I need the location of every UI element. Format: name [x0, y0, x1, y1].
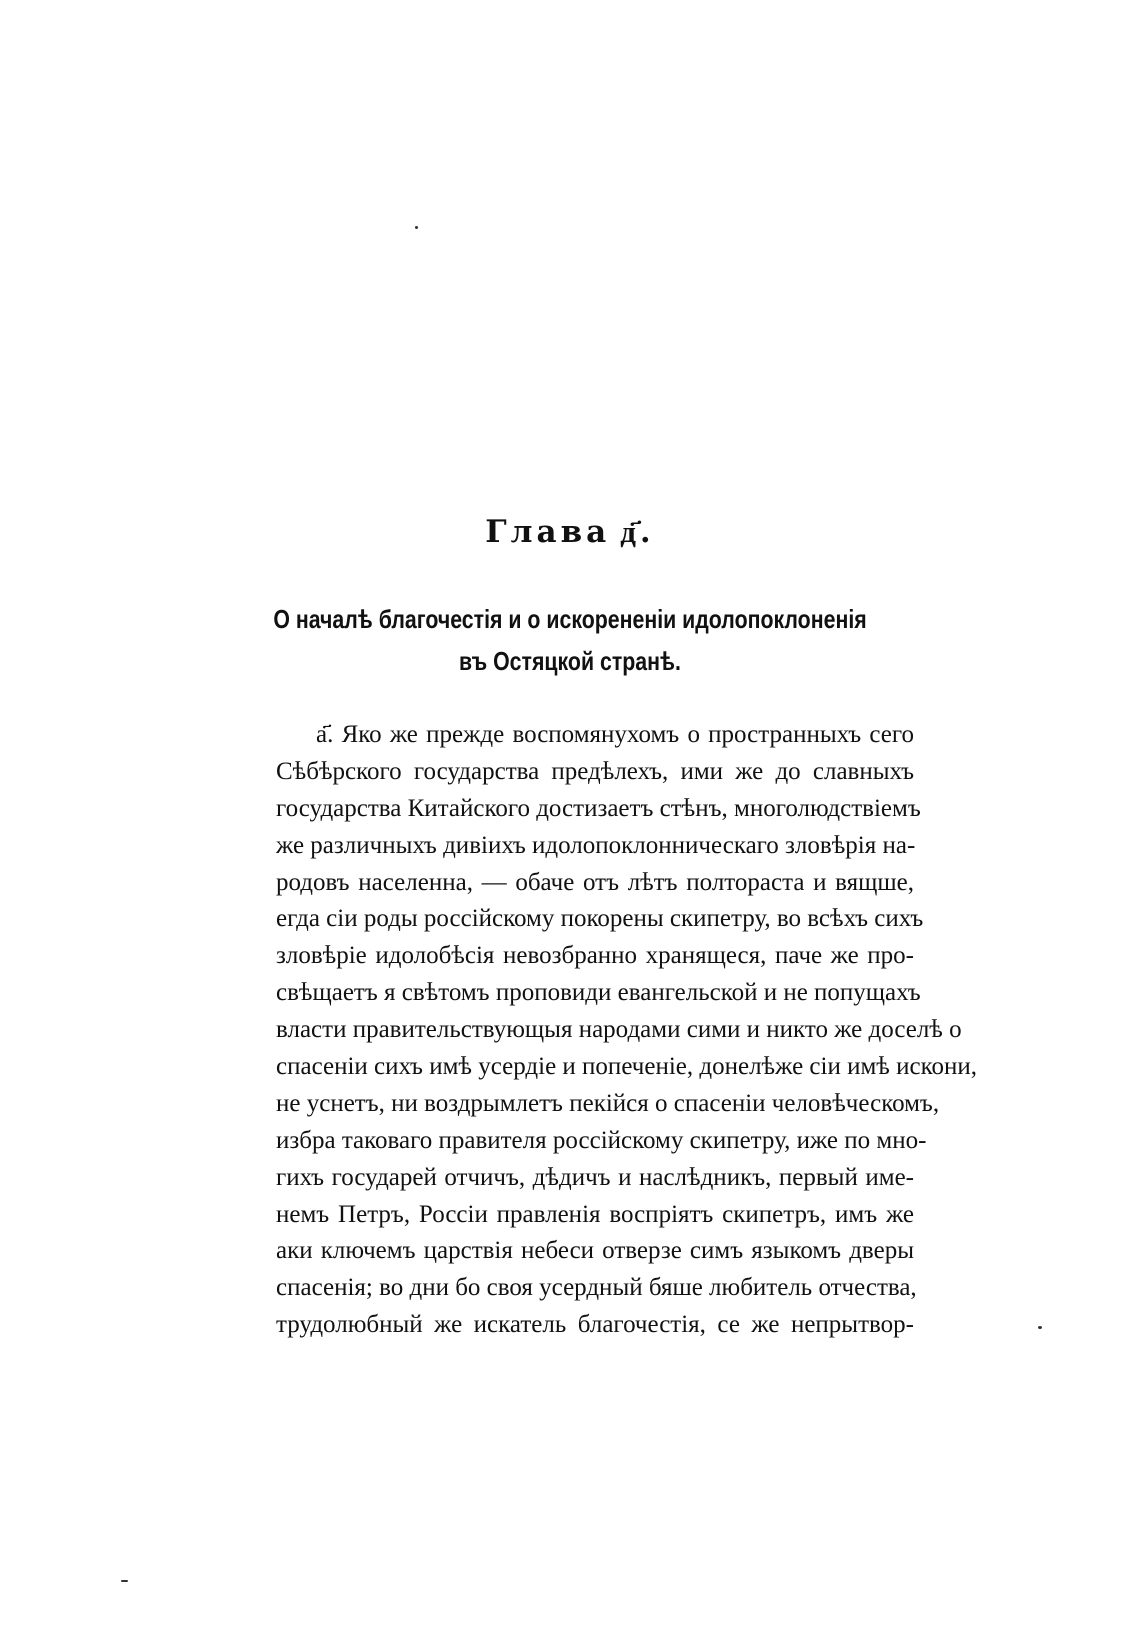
text-line: зловѣріе идолобѣсія невозбранно хранящеся, паче же про- [276, 942, 914, 970]
text-line: Сѣбѣрского государства предѣлехъ, ими же до славныхъ [276, 757, 914, 785]
text-line: не уснетъ, ни воздрымлетъ пекійся о спасеніи человѣческомъ, [276, 1089, 940, 1117]
text-line: же различныхъ дивіихъ идолопоклонническаго зловѣрія на- [276, 831, 916, 859]
text-line: трудолюбный же искатель благочестія, се же непрытвор- [276, 1311, 914, 1339]
chapter-title-line-2: въ Остяцкой странѣ. [459, 646, 681, 676]
scan-speck [121, 1580, 128, 1582]
text-line: избра таковаго правителя россійскому скипетру, иже по мно- [276, 1126, 927, 1154]
chapter-number: д҃. [620, 514, 655, 550]
text-line: свѣщаетъ я свѣтомъ проповиди евангельской и не попущахъ [276, 979, 921, 1007]
text-line: государства Китайского достизаетъ стѣнъ, многолюдствіемъ [276, 794, 921, 822]
body-paragraph [276, 717, 977, 1344]
chapter-label: Глава [485, 514, 611, 550]
scan-speck [415, 226, 418, 229]
scan-speck [1038, 1326, 1042, 1329]
text-line: родовъ населенна, — обаче отъ лѣтъ полтораста и вящше, [276, 868, 914, 896]
chapter-heading [0, 512, 1140, 552]
text-line: власти правительствующыя народами сими и никто же доселѣ о [276, 1016, 962, 1044]
text-line: гихъ государей отчичъ, дѣдичъ и наслѣдникъ, первый име- [276, 1163, 914, 1191]
text-line: немъ Петръ, Россіи правленія воспріятъ скипетръ, имъ же [276, 1200, 914, 1228]
text-line: спасеніи сихъ имѣ усердіе и попеченіе, донелѣже сіи имѣ искони, [276, 1053, 977, 1081]
text-line: егда сіи роды россійскому покорены скипетру, во всѣхъ сихъ [276, 905, 924, 933]
text-line: а҃. Яко же прежде воспомянухомъ о пространныхъ сего [316, 721, 914, 748]
text-line: спасенія; во дни бо своя усердный бяше любитель отчества, [276, 1274, 917, 1302]
chapter-title [103, 598, 1038, 682]
text-line: аки ключемъ царствія небеси отверзе симъ языкомъ дверы [276, 1237, 914, 1265]
chapter-title-line-1: О началѣ благочестія и о искорененіи идолопоклоненія [273, 604, 867, 634]
